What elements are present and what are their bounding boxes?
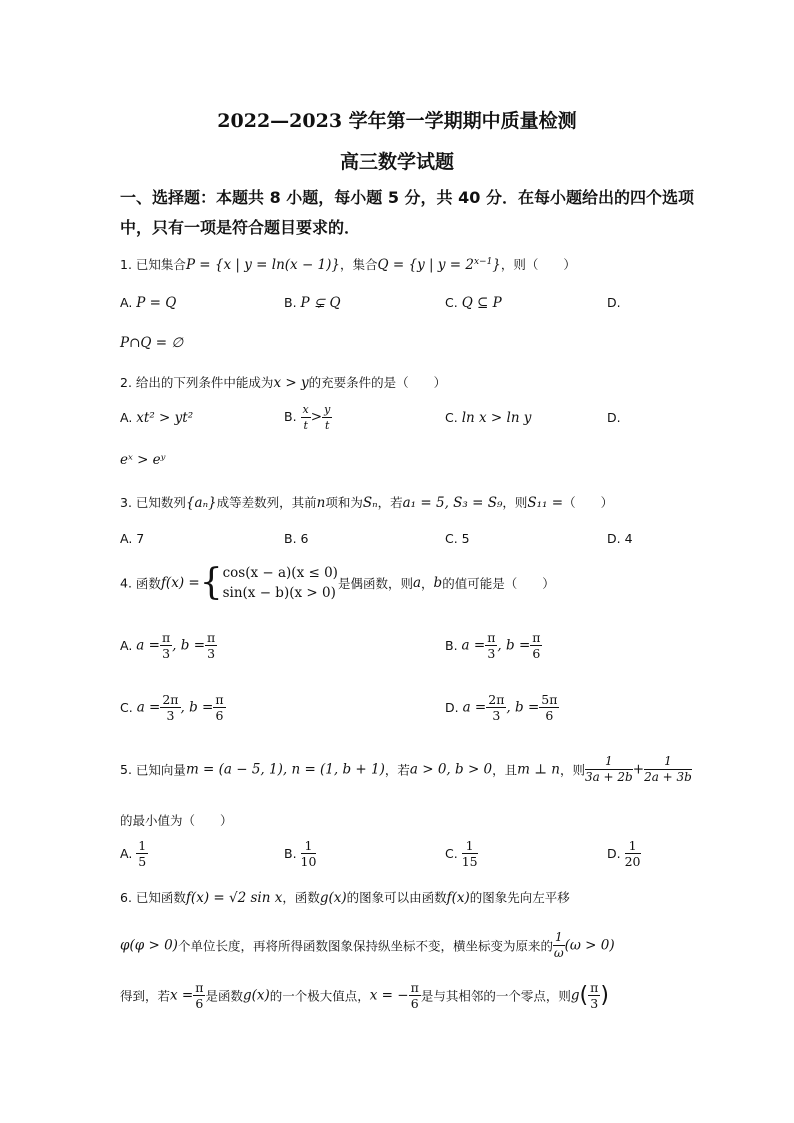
option-d-content: P∩Q = ∅ xyxy=(120,335,184,351)
option-a[interactable]: A. $\frac{1}{5}$ xyxy=(120,838,147,869)
question-6: 6. 已知函数f(x) = √2 sin x，函数g(x)的图象可以由函数f(x)的图象先向左平移 xyxy=(120,890,570,906)
question-6-line2: φ(φ > 0)个单位长度，再将所得函数图象保持纵坐标不变，横坐标变为原来的 $\frac{1}{\omega}$ (ω > 0) xyxy=(120,930,615,960)
section-heading-line2: 中，只有一项是符合题目要求的． xyxy=(120,218,361,237)
option-c[interactable]: C. ln x > ln y xyxy=(445,410,532,426)
option-d[interactable]: D. a = $\frac{2\pi}{3}$ , b = $\frac{5\pi}{6}$ xyxy=(445,692,558,723)
option-b[interactable]: B. P ⊊ Q xyxy=(284,295,341,311)
option-a[interactable]: A. 7 xyxy=(120,531,145,546)
question-3: 3. 已知数列{aₙ}成等差数列，其前n项和为Sₙ，若a₁ = 5, S₃ = S₉，则S₁₁ =（ ） xyxy=(120,495,614,511)
question-number: 3. xyxy=(120,495,132,510)
question-number: 2. xyxy=(120,375,132,390)
question-1: 1. 已知集合P = {x | y = ln(x − 1)}，集合Q = {y | $y = 2^{x-1}$}，则（ ） xyxy=(120,256,576,273)
piecewise-brace: { xyxy=(199,562,223,603)
option-b[interactable]: B. a = $\frac{\pi}{3}$ , b = $\frac{\pi}{6}$ xyxy=(445,630,541,661)
option-d[interactable]: D. xyxy=(607,410,621,425)
option-a[interactable]: A. P = Q xyxy=(120,295,177,311)
question-2: 2. 给出的下列条件中能成为x > y的充要条件的是（ ） xyxy=(120,375,447,391)
option-a[interactable]: A. xt² > yt² xyxy=(120,410,194,426)
option-d[interactable]: D. $\frac{1}{20}$ xyxy=(607,838,641,869)
exam-subtitle: 高三数学试题 xyxy=(339,151,454,173)
option-d[interactable]: D. 4 xyxy=(607,531,633,546)
option-d-content: eˣ > eʸ xyxy=(120,452,166,468)
question-number: 1. xyxy=(120,257,132,272)
option-b[interactable]: B. $\frac{1}{10}$ xyxy=(284,838,317,869)
option-c[interactable]: C. a = $\frac{2\pi}{3}$ , b = $\frac{\pi}{6}$ xyxy=(120,692,224,723)
question-5-continuation: 的最小值为（ ） xyxy=(120,813,233,828)
option-a[interactable]: A. a = $\frac{\pi}{3}$ , b = $\frac{\pi}{3}$ xyxy=(120,630,216,661)
question-number: 4. xyxy=(120,575,132,591)
section-heading-line1: 一、选择题：本题共 8 小题，每小题 5 分，共 40 分．在每小题给出的四个选项 xyxy=(120,188,694,207)
question-number: 6. xyxy=(120,890,132,905)
option-b[interactable]: B. $\frac{x}{t}$ > $\frac{y}{t}$ xyxy=(284,403,331,432)
question-5: 5. 已知向量m = (a − 5, 1), n = (1, b + 1)，若a > 0, b > 0，且m ⊥ n，则 $\frac{1}{3a + 2b}$ + $\frac{1}{2a + 3b}$ xyxy=(120,754,692,784)
option-d[interactable]: D. xyxy=(607,295,621,310)
option-c[interactable]: C. $\frac{1}{15}$ xyxy=(445,838,478,869)
exam-title: 2022—2023 学年第一学期期中质量检测 xyxy=(217,110,577,132)
option-c[interactable]: C. Q ⊆ P xyxy=(445,295,502,311)
question-6-line3: 得到，若x = $\frac{\pi}{6}$ 是函数g(x)的一个极大值点，x = − $\frac{\pi}{6}$ 是与其相邻的一个零点，则g( $\frac{\pi}{3}$ ) xyxy=(120,980,609,1011)
option-b[interactable]: B. 6 xyxy=(284,531,309,546)
question-4: 4. 函数f(x) ={ cos(x − a)(x ≤ 0) sin(x − b)(x > 0) 是偶函数，则a，b的值可能是（ ） xyxy=(120,562,555,603)
option-c[interactable]: C. 5 xyxy=(445,531,470,546)
question-number: 5. xyxy=(120,762,132,777)
